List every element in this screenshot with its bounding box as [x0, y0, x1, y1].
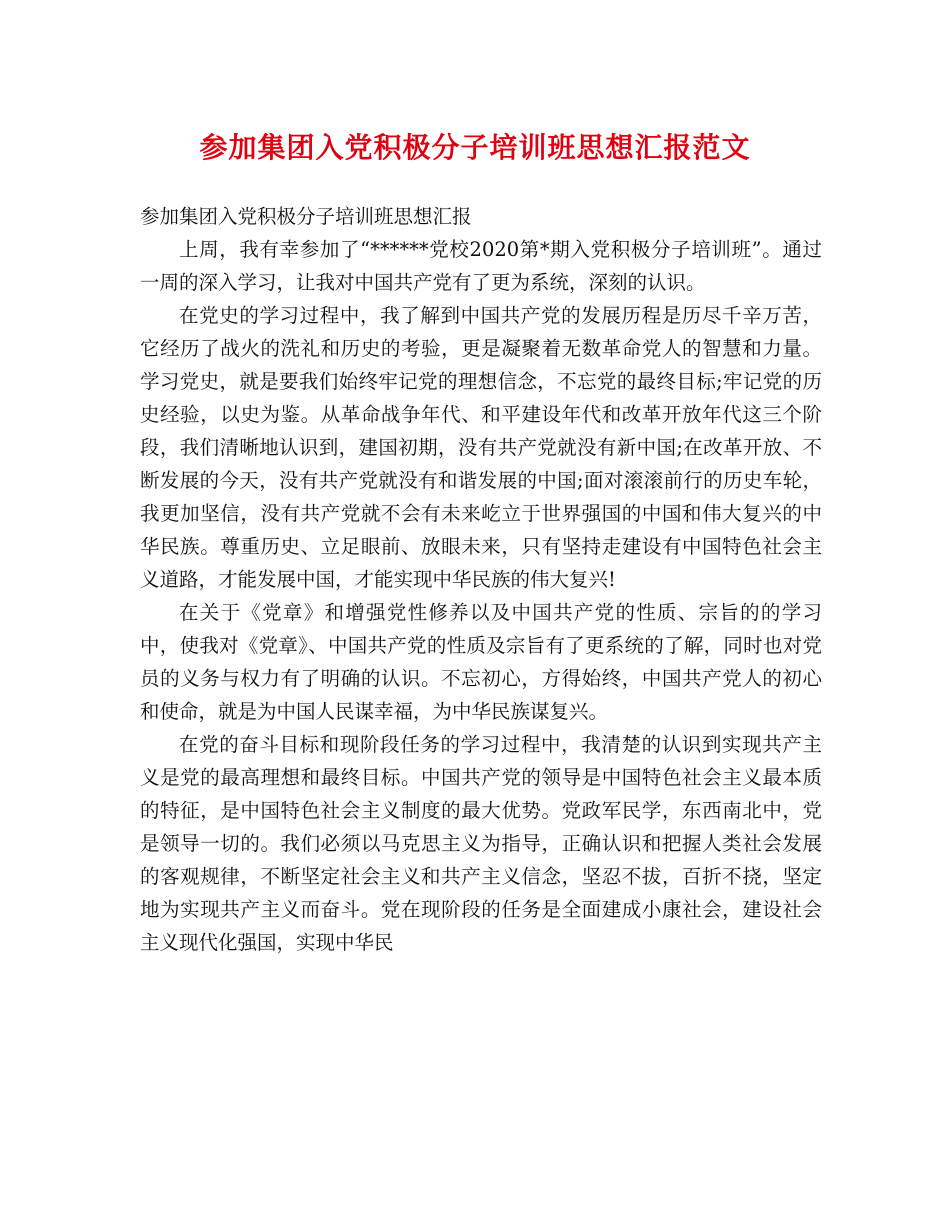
paragraph-4: 在党的奋斗目标和现阶段任务的学习过程中，我清楚的认识到实现共产主义是党的最高理想和最终目标。中国共产党的领导是中国特色社会主义最本质的特征，是中国特色社会主义制度的最大优势。党政军民学，东西南北中，党是领导一切的。我们必须以马克思主义为指导，正确认识和把握人类社会发展的客观规律，不断坚定社会主义和共产主义信念，坚忍不拔，百折不挠，坚定地为实现共产主义而奋斗。党在现阶段的任务是全面建成小康社会，建设社会主义现代化强国，实现中华民 — [140, 733, 822, 954]
document-subtitle: 参加集团入党积极分子培训班思想汇报 — [140, 205, 472, 228]
paragraph-3: 在关于《党章》和增强党性修养以及中国共产党的性质、宗旨的的学习中，使我对《党章》、中国共产党的性质及宗旨有了更系统的了解，同时也对党员的义务与权力有了明确的认识。不忘初心，方得始终，中国共产党人的初心和使命，就是为中国人民谋幸福，为中华民族谋复兴。 — [140, 601, 822, 723]
document-body — [140, 200, 822, 959]
document-title: 参加集团入党积极分子培训班思想汇报范文 — [199, 131, 751, 164]
paragraph-2: 在党史的学习过程中，我了解到中国共产党的发展历程是历尽千辛万苦，它经历了战火的洗礼和历史的考验，更是凝聚着无数革命党人的智慧和力量。学习党史，就是要我们始终牢记党的理想信念，不忘党的最终目标;牢记党的历史经验，以史为鉴。从革命战争年代、和平建设年代和改革开放年代这三个阶段，我们清晰地认识到，建国初期，没有共产党就没有新中国;在改革开放、不断发展的今天，没有共产党就没有和谐发展的中国;面对滚滚前行的历史车轮，我更加坚信，没有共产党就不会有未来屹立于世界强国的中国和伟大复兴的中华民族。尊重历史、立足眼前、放眼未来，只有坚持走建设有中国特色社会主义道路，才能发展中国，才能实现中华民族的伟大复兴! — [140, 304, 822, 591]
paragraph-1: 上周，我有幸参加了“******党校2020第*期入党积极分子培训班”。通过一周的深入学习，让我对中国共产党有了更为系统，深刻的认识。 — [140, 238, 822, 294]
